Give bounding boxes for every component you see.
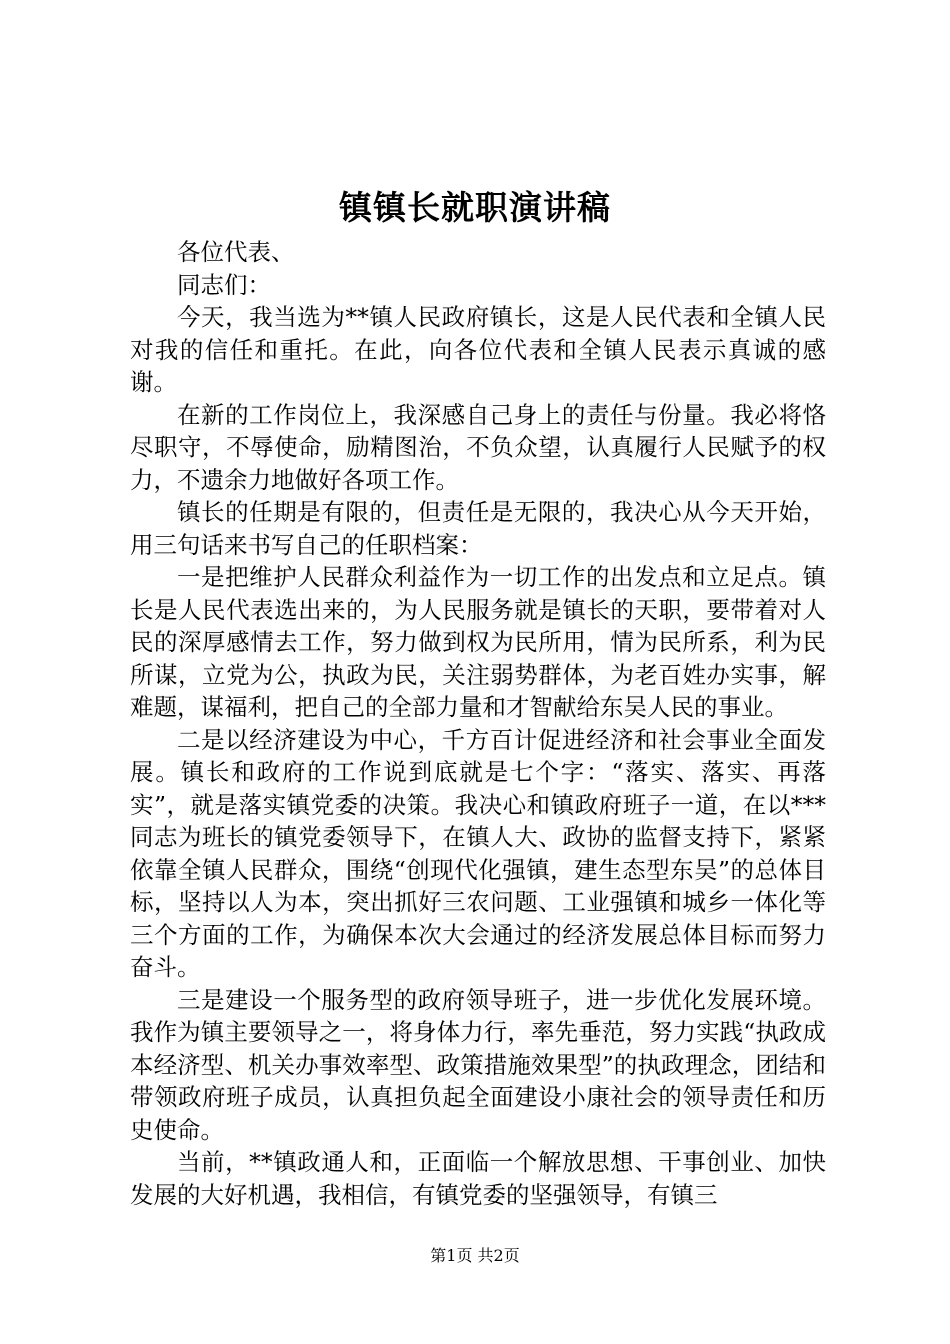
paragraph-term: 镇长的任期是有限的，但责任是无限的，我决心从今天开始，用三句话来书写自己的任职档案： xyxy=(130,498,826,559)
document-title: 镇镇长就职演讲稿 xyxy=(339,188,611,227)
paragraph-thanks: 今天，我当选为**镇人民政府镇长，这是人民代表和全镇人民对我的信任和重托。在此，向各位代表和全镇人民表示真诚的感谢。 xyxy=(130,303,826,396)
paragraph-responsibility: 在新的工作岗位上，我深感自己身上的责任与份量。我必将恪尽职守，不辱使命，励精图治，不负众望，认真履行人民赋予的权力，不遗余力地做好各项工作。 xyxy=(130,400,826,494)
page-number-footer: 第1页 共2页 xyxy=(430,1246,520,1265)
document-body xyxy=(130,236,826,1211)
salutation-line-1: 各位代表、 xyxy=(177,238,295,266)
paragraph-point-two: 二是以经济建设为中心，千方百计促进经济和社会事业全面发展。镇长和政府的工作说到底就是七个字：“落实、落实、再落实”，就是落实镇党委的决策。我决心和镇政府班子一道，在以***同志为班长的镇党委领导下，在镇人大、政协的监督支持下，紧紧依靠全镇人民群众，围绕“创现代化强镇，建生态型东吴”的总体目标，坚持以人为本，突出抓好三农问题、工业强镇和城乡一体化等三个方面的工作，为确保本次大会通过的经济发展总体目标而努力奋斗。 xyxy=(130,725,826,981)
salutation-line-2: 同志们： xyxy=(177,270,271,299)
paragraph-current: 当前，**镇政通人和，正面临一个解放思想、干事创业、加快发展的大好机遇，我相信，有镇党委的坚强领导，有镇三 xyxy=(130,1148,826,1209)
paragraph-point-one: 一是把维护人民群众利益作为一切工作的出发点和立足点。镇长是人民代表选出来的，为人民服务就是镇长的天职，要带着对人民的深厚感情去工作，努力做到权为民所用，情为民所系，利为民所谋，立党为公，执政为民，关注弱势群体，为老百姓办实事，解难题，谋福利，把自己的全部力量和才智献给东吴人民的事业。 xyxy=(130,563,826,721)
paragraph-point-three: 三是建设一个服务型的政府领导班子，进一步优化发展环境。我作为镇主要领导之一，将身体力行，率先垂范，努力实践“执政成本经济型、机关办事效率型、政策措施效果型”的执政理念，团结和带领政府班子成员，认真担负起全面建设小康社会的领导责任和历史使命。 xyxy=(130,985,826,1144)
